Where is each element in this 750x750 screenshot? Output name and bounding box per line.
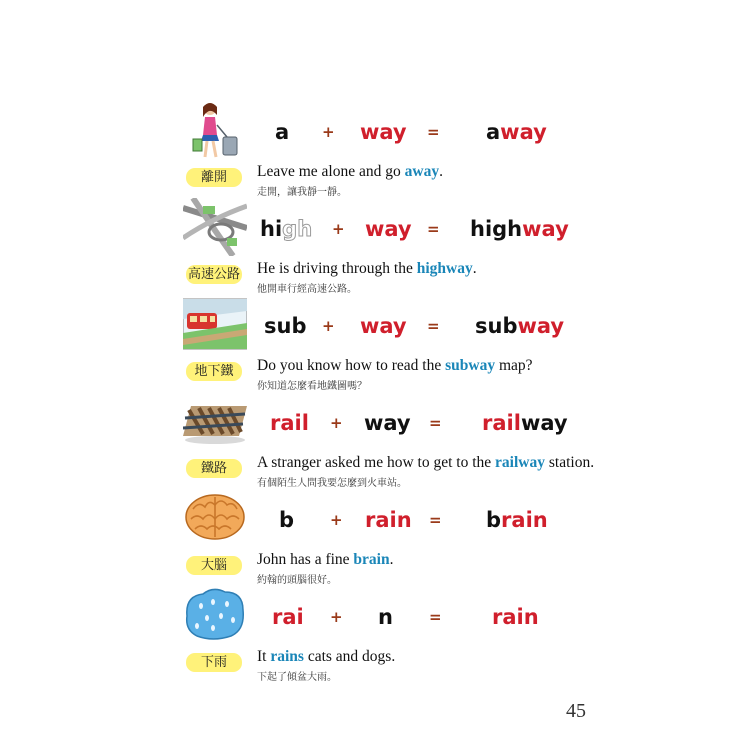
example-sentence: It rains cats and dogs. xyxy=(257,648,396,665)
chinese-meaning-tag: 地下鐵 xyxy=(186,362,242,381)
part-b: way xyxy=(364,411,411,435)
word-equation xyxy=(250,311,570,341)
result-word: railway xyxy=(482,411,568,435)
word-equation xyxy=(250,602,570,632)
highlight-word: brain xyxy=(353,551,390,568)
equals-sign: = xyxy=(427,123,440,141)
subway-train-icon xyxy=(183,295,247,353)
plus-sign: + xyxy=(330,414,343,432)
chinese-meaning-tag: 下雨 xyxy=(186,653,242,672)
part-a: a xyxy=(275,120,290,144)
equals-sign: = xyxy=(427,317,440,335)
plus-sign: + xyxy=(330,511,343,529)
chinese-meaning-tag: 鐵路 xyxy=(186,459,242,478)
chinese-translation: 約翰的頭腦很好。 xyxy=(257,575,337,586)
chinese-translation: 下起了傾盆大雨。 xyxy=(257,672,337,683)
vocab-row-railway xyxy=(0,392,750,489)
example-sentence: Leave me alone and go away. xyxy=(257,163,443,180)
part-b: rain xyxy=(365,508,412,532)
example-sentence: A stranger asked me how to get to the railway station. xyxy=(257,454,595,471)
plus-sign: + xyxy=(322,123,335,141)
word-equation xyxy=(250,214,570,244)
part-a: high xyxy=(260,217,313,241)
part-a: rail xyxy=(270,411,309,435)
result-word: subway xyxy=(475,314,565,338)
result-word: rain xyxy=(492,605,539,629)
word-equation xyxy=(250,408,570,438)
part-b: way xyxy=(360,120,407,144)
chinese-meaning-tag: 離開 xyxy=(186,168,242,187)
result-word: brain xyxy=(486,508,548,532)
highlight-word: away xyxy=(404,163,440,180)
chinese-translation: 他開車行經高速公路。 xyxy=(257,284,357,295)
part-a: b xyxy=(279,508,295,532)
page-number: 45 xyxy=(566,700,586,722)
chinese-meaning-tag: 高速公路 xyxy=(187,267,240,282)
word-equation xyxy=(250,117,570,147)
highlight-word: subway xyxy=(445,357,496,374)
highlight-word: highway xyxy=(416,260,473,277)
plus-sign: + xyxy=(322,317,335,335)
chinese-meaning-tag: 大腦 xyxy=(186,556,242,575)
chinese-translation: 走開，讓我靜一靜。 xyxy=(257,187,347,198)
example-sentence: He is driving through the highway. xyxy=(257,260,477,277)
chinese-translation: 你知道怎麼看地鐵圖嗎？ xyxy=(257,381,367,392)
equals-sign: = xyxy=(429,511,442,529)
part-b: n xyxy=(378,605,393,629)
word-equation xyxy=(250,505,570,535)
result-word: away xyxy=(486,120,547,144)
example-sentence: Do you know how to read the subway map? xyxy=(257,357,533,374)
result-word: highway xyxy=(470,217,569,241)
equals-sign: = xyxy=(427,220,440,238)
vocab-row-brain xyxy=(0,489,750,586)
part-a: sub xyxy=(264,314,307,338)
plus-sign: + xyxy=(330,608,343,626)
rain-cloud-icon xyxy=(183,586,247,644)
example-sentence: John has a fine brain. xyxy=(257,551,394,568)
highlight-word: rains xyxy=(270,648,304,665)
vocab-row-highway xyxy=(0,198,750,295)
equals-sign: = xyxy=(429,414,442,432)
plus-sign: + xyxy=(332,220,345,238)
vocab-row-away xyxy=(0,101,750,198)
equals-sign: = xyxy=(429,608,442,626)
traveler-icon xyxy=(183,101,247,159)
part-a: rai xyxy=(272,605,304,629)
vocab-row-subway xyxy=(0,295,750,392)
part-b: way xyxy=(360,314,407,338)
railroad-track-icon xyxy=(183,392,247,450)
brain-icon xyxy=(183,489,247,547)
vocab-row-rain xyxy=(0,586,750,683)
highway-interchange-icon xyxy=(183,198,247,256)
highlight-word: railway xyxy=(495,454,545,471)
chinese-translation: 有個陌生人問我要怎麼到火車站。 xyxy=(257,478,407,489)
part-b: way xyxy=(365,217,412,241)
